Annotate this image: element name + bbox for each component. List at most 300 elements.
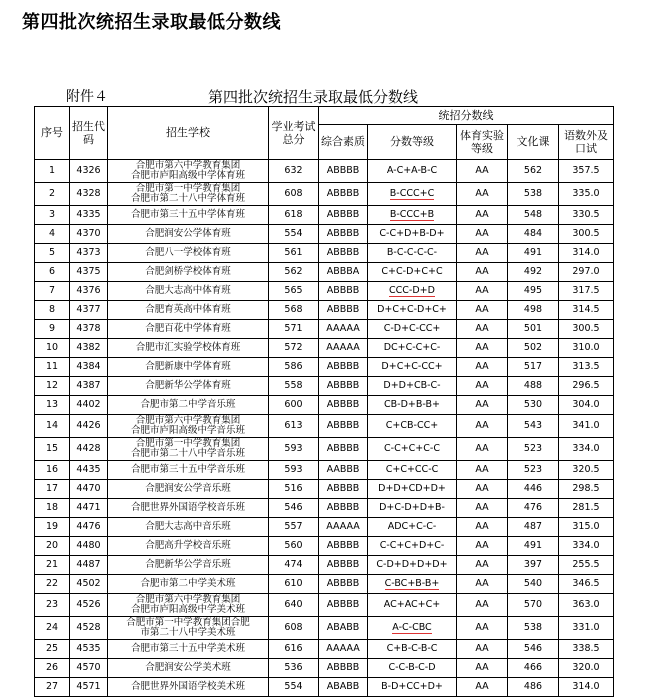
cell-seq: 10 <box>35 339 70 358</box>
cell-pe: AA <box>457 377 508 396</box>
header-oral: 语数外及口试 <box>559 125 614 160</box>
school-line: 合肥高升学校音乐班 <box>145 540 231 552</box>
cell-code: 4375 <box>70 263 108 282</box>
cell-culture: 492 <box>508 263 559 282</box>
grade-value: AC+AC+C+ <box>383 599 441 611</box>
cell-code: 4571 <box>70 678 108 697</box>
cell-total: 561 <box>269 244 319 263</box>
table-row <box>35 339 614 358</box>
cell-seq: 7 <box>35 282 70 301</box>
cell-code: 4528 <box>70 617 108 640</box>
cell-seq: 24 <box>35 617 70 640</box>
cell-seq: 25 <box>35 640 70 659</box>
cell-composite: ABBBB <box>319 415 368 438</box>
cell-pe: AA <box>457 438 508 461</box>
score-table <box>34 106 614 697</box>
cell-school <box>108 617 269 640</box>
cell-code: 4387 <box>70 377 108 396</box>
cell-seq: 9 <box>35 320 70 339</box>
cell-culture: 548 <box>508 206 559 225</box>
header-seq: 序号 <box>35 107 70 160</box>
cell-school <box>108 396 269 415</box>
grade-value: B-D+CC+D+ <box>381 681 443 693</box>
cell-composite: ABABB <box>319 617 368 640</box>
cell-total: 571 <box>269 320 319 339</box>
cell-grade <box>368 518 457 537</box>
cell-seq: 15 <box>35 438 70 461</box>
table-row <box>35 282 614 301</box>
cell-grade <box>368 358 457 377</box>
school-line: 合肥市第一中学教育集团 <box>135 183 241 195</box>
cell-total: 616 <box>269 640 319 659</box>
cell-school <box>108 537 269 556</box>
cell-school <box>108 594 269 617</box>
cell-grade <box>368 499 457 518</box>
cell-code: 4335 <box>70 206 108 225</box>
cell-oral: 300.5 <box>559 320 614 339</box>
cell-pe: AA <box>457 415 508 438</box>
cell-total: 546 <box>269 499 319 518</box>
cell-grade <box>368 396 457 415</box>
cell-seq: 18 <box>35 499 70 518</box>
table-row <box>35 244 614 263</box>
cell-composite: AAAAA <box>319 518 368 537</box>
cell-grade <box>368 377 457 396</box>
grade-value: C+B-C-B-C <box>386 643 438 655</box>
cell-pe: AA <box>457 499 508 518</box>
cell-seq: 27 <box>35 678 70 697</box>
cell-composite: ABBBB <box>319 556 368 575</box>
school-line: 合肥市第六中学教育集团 <box>135 594 241 606</box>
grade-value: B-CCC+B <box>389 209 435 221</box>
cell-code: 4376 <box>70 282 108 301</box>
table-row <box>35 263 614 282</box>
cell-total: 516 <box>269 480 319 499</box>
school-line: 合肥市第一中学教育集团 <box>135 438 241 450</box>
cell-composite: ABBBB <box>319 225 368 244</box>
cell-pe: AA <box>457 537 508 556</box>
cell-composite: ABBBB <box>319 480 368 499</box>
grade-value: CB-D+B-B+ <box>384 399 440 411</box>
cell-oral: 313.5 <box>559 358 614 377</box>
cell-school <box>108 518 269 537</box>
cell-seq: 23 <box>35 594 70 617</box>
cell-oral: 298.5 <box>559 480 614 499</box>
cell-pe: AA <box>457 461 508 480</box>
grade-value: C-BC+B-B+ <box>384 578 440 590</box>
cell-pe: AA <box>457 518 508 537</box>
cell-oral: 346.5 <box>559 575 614 594</box>
cell-oral: 335.0 <box>559 183 614 206</box>
cell-culture: 562 <box>508 160 559 183</box>
cell-pe: AA <box>457 575 508 594</box>
cell-code: 4480 <box>70 537 108 556</box>
cell-total: 613 <box>269 415 319 438</box>
school-line: 合肥市第二中学音乐班 <box>140 399 236 411</box>
grade-value: D+C+C-CC+ <box>381 361 443 373</box>
cell-composite: AAAAA <box>319 339 368 358</box>
school-line: 合肥市庐阳高级中学美术班 <box>130 604 245 615</box>
cell-school <box>108 461 269 480</box>
cell-culture: 502 <box>508 339 559 358</box>
cell-composite: ABBBB <box>319 396 368 415</box>
cell-composite: ABBBA <box>319 263 368 282</box>
cell-composite: ABBBB <box>319 438 368 461</box>
cell-school <box>108 659 269 678</box>
table-row <box>35 499 614 518</box>
cell-total: 608 <box>269 617 319 640</box>
school-line: 合肥新康中学体育班 <box>145 361 231 373</box>
grade-value: C+C+CC-C <box>385 464 439 476</box>
school-line: 合肥大志高中体育班 <box>145 285 231 297</box>
cell-culture: 491 <box>508 244 559 263</box>
school-line: 合肥八一学校体育班 <box>145 247 231 259</box>
cell-grade <box>368 206 457 225</box>
cell-oral: 296.5 <box>559 377 614 396</box>
school-line: 合肥市第二十八中学体育班 <box>130 193 245 204</box>
cell-school <box>108 575 269 594</box>
cell-pe: AA <box>457 358 508 377</box>
cell-total: 562 <box>269 263 319 282</box>
table-row <box>35 377 614 396</box>
cell-school <box>108 377 269 396</box>
school-line: 合肥市第六中学教育集团 <box>135 160 241 172</box>
table-row <box>35 301 614 320</box>
cell-seq: 26 <box>35 659 70 678</box>
cell-total: 608 <box>269 183 319 206</box>
grade-value: D+C-D+D+B- <box>379 502 445 514</box>
cell-school <box>108 556 269 575</box>
cell-pe: AA <box>457 594 508 617</box>
cell-culture: 488 <box>508 377 559 396</box>
cell-code: 4382 <box>70 339 108 358</box>
grade-value: A-C-CBC <box>392 622 432 634</box>
cell-composite: ABBBB <box>319 659 368 678</box>
cell-oral: 297.0 <box>559 263 614 282</box>
cell-oral: 320.5 <box>559 461 614 480</box>
cell-code: 4476 <box>70 518 108 537</box>
table-row <box>35 415 614 438</box>
cell-pe: AA <box>457 282 508 301</box>
school-line: 合肥百花中学体育班 <box>145 323 231 335</box>
cell-total: 632 <box>269 160 319 183</box>
header-school: 招生学校 <box>108 107 269 160</box>
cell-pe: AA <box>457 396 508 415</box>
cell-culture: 486 <box>508 678 559 697</box>
table-row <box>35 518 614 537</box>
cell-grade <box>368 575 457 594</box>
cell-composite: ABBBB <box>319 358 368 377</box>
cell-school <box>108 225 269 244</box>
cell-culture: 484 <box>508 225 559 244</box>
cell-grade <box>368 659 457 678</box>
grade-value: B-C-C-C-C- <box>386 247 438 259</box>
cell-oral: 310.0 <box>559 339 614 358</box>
cell-seq: 4 <box>35 225 70 244</box>
grade-value: A-C+A-B-C <box>386 165 438 177</box>
cell-composite: ABBBB <box>319 282 368 301</box>
school-line: 合肥剑桥学校体育班 <box>145 266 231 278</box>
cell-culture: 523 <box>508 461 559 480</box>
cell-seq: 1 <box>35 160 70 183</box>
cell-total: 593 <box>269 461 319 480</box>
cell-culture: 570 <box>508 594 559 617</box>
cell-pe: AA <box>457 263 508 282</box>
cell-code: 4384 <box>70 358 108 377</box>
cell-seq: 16 <box>35 461 70 480</box>
grade-value: D+D+CB-C- <box>383 380 441 392</box>
cell-culture: 446 <box>508 480 559 499</box>
cell-school <box>108 640 269 659</box>
header-composite: 综合素质 <box>319 125 368 160</box>
table-row <box>35 206 614 225</box>
grade-value: C-C+D+B-D+ <box>379 228 445 240</box>
cell-school <box>108 358 269 377</box>
cell-total: 593 <box>269 438 319 461</box>
cell-culture: 498 <box>508 301 559 320</box>
school-line: 合肥世界外国语学校美术班 <box>130 681 245 693</box>
cell-grade <box>368 301 457 320</box>
cell-grade <box>368 225 457 244</box>
cell-school <box>108 499 269 518</box>
cell-seq: 21 <box>35 556 70 575</box>
table-row <box>35 480 614 499</box>
cell-oral: 315.0 <box>559 518 614 537</box>
grade-value: C-C+C+C-C <box>384 443 440 455</box>
cell-composite: ABBBB <box>319 244 368 263</box>
school-line: 合肥市汇实验学校体育班 <box>135 342 241 354</box>
cell-culture: 543 <box>508 415 559 438</box>
table-row <box>35 461 614 480</box>
cell-pe: AA <box>457 183 508 206</box>
score-table-body <box>35 160 614 697</box>
school-line: 市第二十八中学美术班 <box>140 627 236 638</box>
cell-composite: AABBB <box>319 461 368 480</box>
cell-oral: 363.0 <box>559 594 614 617</box>
cell-pe: AA <box>457 640 508 659</box>
cell-code: 4377 <box>70 301 108 320</box>
header-group: 统招分数线 <box>319 107 614 125</box>
cell-seq: 13 <box>35 396 70 415</box>
table-row <box>35 396 614 415</box>
cell-total: 610 <box>269 575 319 594</box>
cell-seq: 22 <box>35 575 70 594</box>
page-title: 第四批次统招生录取最低分数线 <box>22 12 281 33</box>
cell-pe: AA <box>457 339 508 358</box>
school-line: 合肥新华公学音乐班 <box>145 559 231 571</box>
grade-value: C-D+C-CC+ <box>383 323 441 335</box>
cell-code: 4535 <box>70 640 108 659</box>
header-grade: 分数等级 <box>368 125 457 160</box>
cell-seq: 20 <box>35 537 70 556</box>
cell-pe: AA <box>457 244 508 263</box>
table-row <box>35 320 614 339</box>
cell-school <box>108 160 269 183</box>
sheet-header <box>34 86 624 106</box>
cell-seq: 8 <box>35 301 70 320</box>
cell-oral: 317.5 <box>559 282 614 301</box>
school-line: 合肥市第三十五中学音乐班 <box>130 464 245 476</box>
cell-total: 618 <box>269 206 319 225</box>
school-line: 合肥大志高中音乐班 <box>145 521 231 533</box>
cell-school <box>108 206 269 225</box>
grade-value: D+D+CD+D+ <box>378 483 446 495</box>
header-code: 招生代码 <box>70 107 108 160</box>
table-row <box>35 537 614 556</box>
cell-grade <box>368 244 457 263</box>
cell-pe: AA <box>457 480 508 499</box>
cell-pe: AA <box>457 301 508 320</box>
cell-oral: 281.5 <box>559 499 614 518</box>
cell-culture: 530 <box>508 396 559 415</box>
cell-school <box>108 678 269 697</box>
cell-code: 4470 <box>70 480 108 499</box>
grade-value: DC+C-C+C- <box>383 342 441 354</box>
school-line: 合肥润安公学音乐班 <box>145 483 231 495</box>
cell-oral: 304.0 <box>559 396 614 415</box>
school-line: 合肥市第二中学美术班 <box>140 578 236 590</box>
cell-total: 560 <box>269 537 319 556</box>
cell-school <box>108 244 269 263</box>
cell-culture: 397 <box>508 556 559 575</box>
cell-school <box>108 320 269 339</box>
cell-composite: ABBBB <box>319 183 368 206</box>
cell-pe: AA <box>457 659 508 678</box>
cell-pe: AA <box>457 617 508 640</box>
cell-total: 572 <box>269 339 319 358</box>
cell-composite: ABBBB <box>319 301 368 320</box>
cell-code: 4370 <box>70 225 108 244</box>
cell-school <box>108 438 269 461</box>
cell-pe: AA <box>457 678 508 697</box>
cell-oral: 314.0 <box>559 244 614 263</box>
cell-seq: 19 <box>35 518 70 537</box>
cell-code: 4487 <box>70 556 108 575</box>
cell-composite: ABBBB <box>319 594 368 617</box>
cell-composite: AAAAA <box>319 640 368 659</box>
cell-culture: 538 <box>508 183 559 206</box>
cell-seq: 11 <box>35 358 70 377</box>
cell-composite: ABBBB <box>319 537 368 556</box>
cell-code: 4570 <box>70 659 108 678</box>
cell-school <box>108 301 269 320</box>
grade-value: C-C-B-C-D <box>388 662 436 674</box>
school-line: 合肥市庐阳高级中学音乐班 <box>130 425 245 436</box>
table-row <box>35 225 614 244</box>
grade-value: C-D+D+D+D+ <box>376 559 448 571</box>
cell-oral: 338.5 <box>559 640 614 659</box>
cell-total: 600 <box>269 396 319 415</box>
cell-school <box>108 183 269 206</box>
grade-value: C+CB-CC+ <box>385 420 439 432</box>
cell-pe: AA <box>457 225 508 244</box>
cell-total: 474 <box>269 556 319 575</box>
cell-oral: 330.5 <box>559 206 614 225</box>
school-line: 合肥市第三十五中学美术班 <box>130 643 245 655</box>
cell-culture: 495 <box>508 282 559 301</box>
cell-total: 568 <box>269 301 319 320</box>
cell-grade <box>368 415 457 438</box>
grade-value: D+C+C-D+C+ <box>377 304 447 316</box>
cell-code: 4326 <box>70 160 108 183</box>
cell-grade <box>368 594 457 617</box>
cell-total: 558 <box>269 377 319 396</box>
school-line: 合肥市第二十八中学音乐班 <box>130 448 245 459</box>
cell-code: 4526 <box>70 594 108 617</box>
cell-seq: 14 <box>35 415 70 438</box>
cell-seq: 2 <box>35 183 70 206</box>
cell-code: 4328 <box>70 183 108 206</box>
cell-composite: ABBBB <box>319 206 368 225</box>
cell-oral: 334.0 <box>559 438 614 461</box>
cell-composite: ABBBB <box>319 499 368 518</box>
cell-code: 4435 <box>70 461 108 480</box>
cell-grade <box>368 282 457 301</box>
school-line: 合肥润安公学美术班 <box>145 662 231 674</box>
school-line: 合肥新华公学体育班 <box>145 380 231 392</box>
cell-grade <box>368 438 457 461</box>
cell-grade <box>368 617 457 640</box>
cell-oral: 357.5 <box>559 160 614 183</box>
cell-oral: 300.5 <box>559 225 614 244</box>
table-row <box>35 160 614 183</box>
cell-total: 554 <box>269 678 319 697</box>
cell-code: 4378 <box>70 320 108 339</box>
school-line: 合肥市庐阳高级中学体育班 <box>130 170 245 181</box>
table-row <box>35 678 614 697</box>
attachment-label: 附件４ <box>66 89 108 105</box>
grade-value: B-CCC+C <box>389 188 435 200</box>
cell-pe: AA <box>457 320 508 339</box>
school-line: 合肥润安公学体育班 <box>145 228 231 240</box>
cell-oral: 341.0 <box>559 415 614 438</box>
school-line: 合肥育英高中体育班 <box>145 304 231 316</box>
cell-grade <box>368 678 457 697</box>
cell-pe: AA <box>457 206 508 225</box>
cell-culture: 466 <box>508 659 559 678</box>
cell-grade <box>368 263 457 282</box>
cell-oral: 314.0 <box>559 678 614 697</box>
cell-oral: 331.0 <box>559 617 614 640</box>
cell-grade <box>368 640 457 659</box>
table-row <box>35 575 614 594</box>
cell-grade <box>368 339 457 358</box>
header-culture: 文化课 <box>508 125 559 160</box>
cell-oral: 320.0 <box>559 659 614 678</box>
cell-school <box>108 339 269 358</box>
cell-school <box>108 282 269 301</box>
school-line: 合肥市第六中学教育集团 <box>135 415 241 427</box>
cell-culture: 487 <box>508 518 559 537</box>
cell-total: 536 <box>269 659 319 678</box>
table-row <box>35 556 614 575</box>
cell-composite: ABBBB <box>319 160 368 183</box>
cell-total: 554 <box>269 225 319 244</box>
cell-culture: 523 <box>508 438 559 461</box>
cell-pe: AA <box>457 160 508 183</box>
cell-code: 4426 <box>70 415 108 438</box>
sheet-title: 第四批次统招生录取最低分数线 <box>208 88 419 106</box>
cell-culture: 476 <box>508 499 559 518</box>
school-line: 合肥市第一中学教育集团合肥 <box>126 617 250 629</box>
header-total: 学业考试总分 <box>269 107 319 160</box>
cell-oral: 334.0 <box>559 537 614 556</box>
cell-oral: 314.5 <box>559 301 614 320</box>
cell-composite: ABABB <box>319 678 368 697</box>
cell-grade <box>368 480 457 499</box>
cell-seq: 12 <box>35 377 70 396</box>
table-row <box>35 640 614 659</box>
